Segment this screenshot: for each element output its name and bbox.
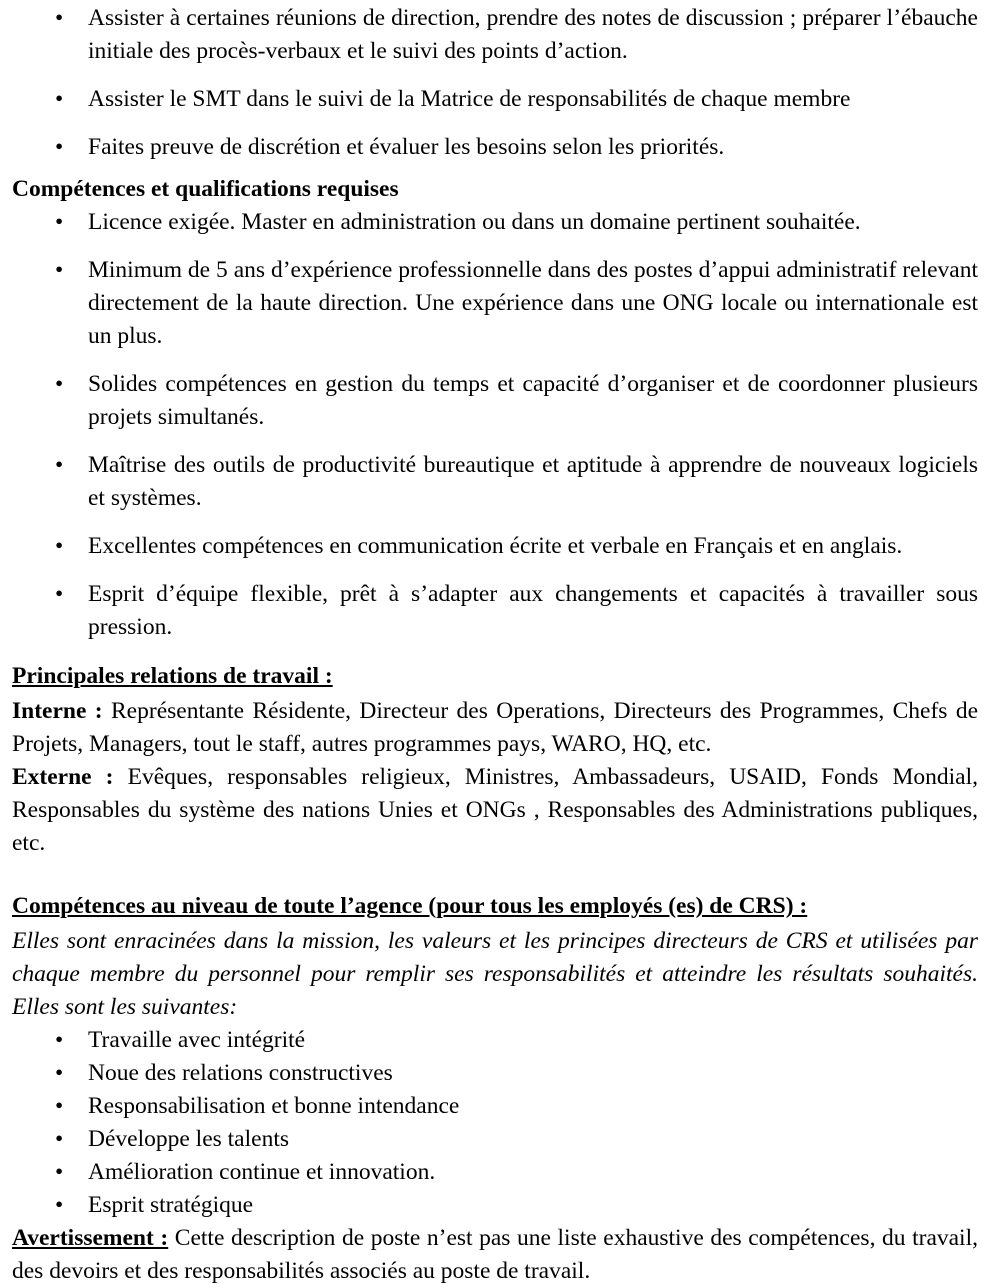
- list-item: [12, 1123, 978, 1156]
- list-item: [12, 254, 978, 353]
- list-item-text: Licence exigée. Master en administration ou dans un domaine pertinent souhaitée.: [88, 209, 861, 235]
- list-item-text: Excellentes compétences en communication écrite et verbale en Français et en anglais.: [88, 533, 903, 559]
- list-item: [12, 578, 978, 644]
- list-item-text: Travaille avec intégrité: [88, 1027, 306, 1053]
- list-item: [12, 83, 978, 116]
- list-item-text: Noue des relations constructives: [88, 1060, 393, 1086]
- list-item: [12, 530, 978, 563]
- internal-relations-text: Représentante Résidente, Directeur des Operations, Directeurs des Programmes, Chefs de Projets, Managers, tout le staff, autres programmes pays, WARO, HQ, etc.: [12, 698, 979, 757]
- working-relationships-heading-wrap: [12, 660, 978, 695]
- list-item: [12, 1024, 978, 1057]
- list-item: [12, 1057, 978, 1090]
- list-item: [12, 1156, 978, 1189]
- external-relations-label: Externe :: [12, 764, 114, 790]
- agency-competencies-intro: Elles sont enracinées dans la mission, les valeurs et les principes directeurs de CRS et utilisées par chaque membre du personnel pour remplir ses responsabilités et atteindre les résultats souhaités. Elles sont les suivantes:: [12, 928, 978, 1020]
- spacer: [12, 644, 978, 660]
- list-item: [12, 1189, 978, 1222]
- spacer: [12, 164, 978, 173]
- responsibilities-list: [12, 2, 978, 164]
- internal-relations-paragraph: [12, 695, 978, 761]
- list-item-text: Esprit stratégique: [88, 1192, 254, 1218]
- working-relationships-heading: Principales relations de travail :: [12, 663, 333, 689]
- agency-competencies-heading: Compétences au niveau de toute l’agence (pour tous les employés (es) de CRS) :: [12, 893, 808, 919]
- agency-competencies-list: [12, 1024, 978, 1222]
- list-item-text: Minimum de 5 ans d’expérience professionnelle dans des postes d’appui administratif relevant directement de la haute direction. Une expérience dans une ONG locale ou internationale est un plus.: [88, 257, 978, 349]
- list-item: [12, 368, 978, 434]
- list-item-text: Responsabilisation et bonne intendance: [88, 1093, 460, 1119]
- disclaimer-paragraph: [12, 1222, 978, 1288]
- spacer: [12, 860, 978, 890]
- disclaimer-text: Cette description de poste n’est pas une liste exhaustive des compétences, du travail, des devoirs et des responsabilités associés au poste de travail.: [12, 1225, 978, 1284]
- list-item: [12, 206, 978, 239]
- qualifications-heading: Compétences et qualifications requises: [12, 176, 399, 202]
- external-relations-paragraph: [12, 761, 978, 860]
- disclaimer-label: Avertissement :: [12, 1225, 169, 1251]
- document-body: [12, 2, 978, 1288]
- list-item: [12, 449, 978, 515]
- qualifications-list: [12, 206, 978, 644]
- list-item-text: Assister à certaines réunions de direction, prendre des notes de discussion ; préparer l’ébauche initiale des procès-verbaux et le suivi des points d’action.: [88, 5, 978, 64]
- list-item: [12, 131, 978, 164]
- external-relations-text: Evêques, responsables religieux, Ministres, Ambassadeurs, USAID, Fonds Mondial, Responsables du système des nations Unies et ONGs , Responsables des Administrations publiques, etc.: [12, 764, 978, 856]
- list-item-text: Développe les talents: [88, 1126, 289, 1152]
- list-item: [12, 2, 978, 68]
- list-item: [12, 1090, 978, 1123]
- list-item-text: Assister le SMT dans le suivi de la Matrice de responsabilités de chaque membre: [88, 86, 851, 112]
- list-item-text: Amélioration continue et innovation.: [88, 1159, 436, 1185]
- qualifications-heading-wrap: [12, 173, 978, 206]
- list-item-text: Solides compétences en gestion du temps et capacité d’organiser et de coordonner plusieurs projets simultanés.: [88, 371, 978, 430]
- list-item-text: Faites preuve de discrétion et évaluer les besoins selon les priorités.: [88, 134, 725, 160]
- agency-competencies-heading-wrap: [12, 890, 978, 925]
- list-item-text: Esprit d’équipe flexible, prêt à s’adapter aux changements et capacités à travailler sous pression.: [88, 581, 978, 640]
- internal-relations-label: Interne :: [12, 698, 103, 724]
- list-item-text: Maîtrise des outils de productivité bureautique et aptitude à apprendre de nouveaux logiciels et systèmes.: [88, 452, 978, 511]
